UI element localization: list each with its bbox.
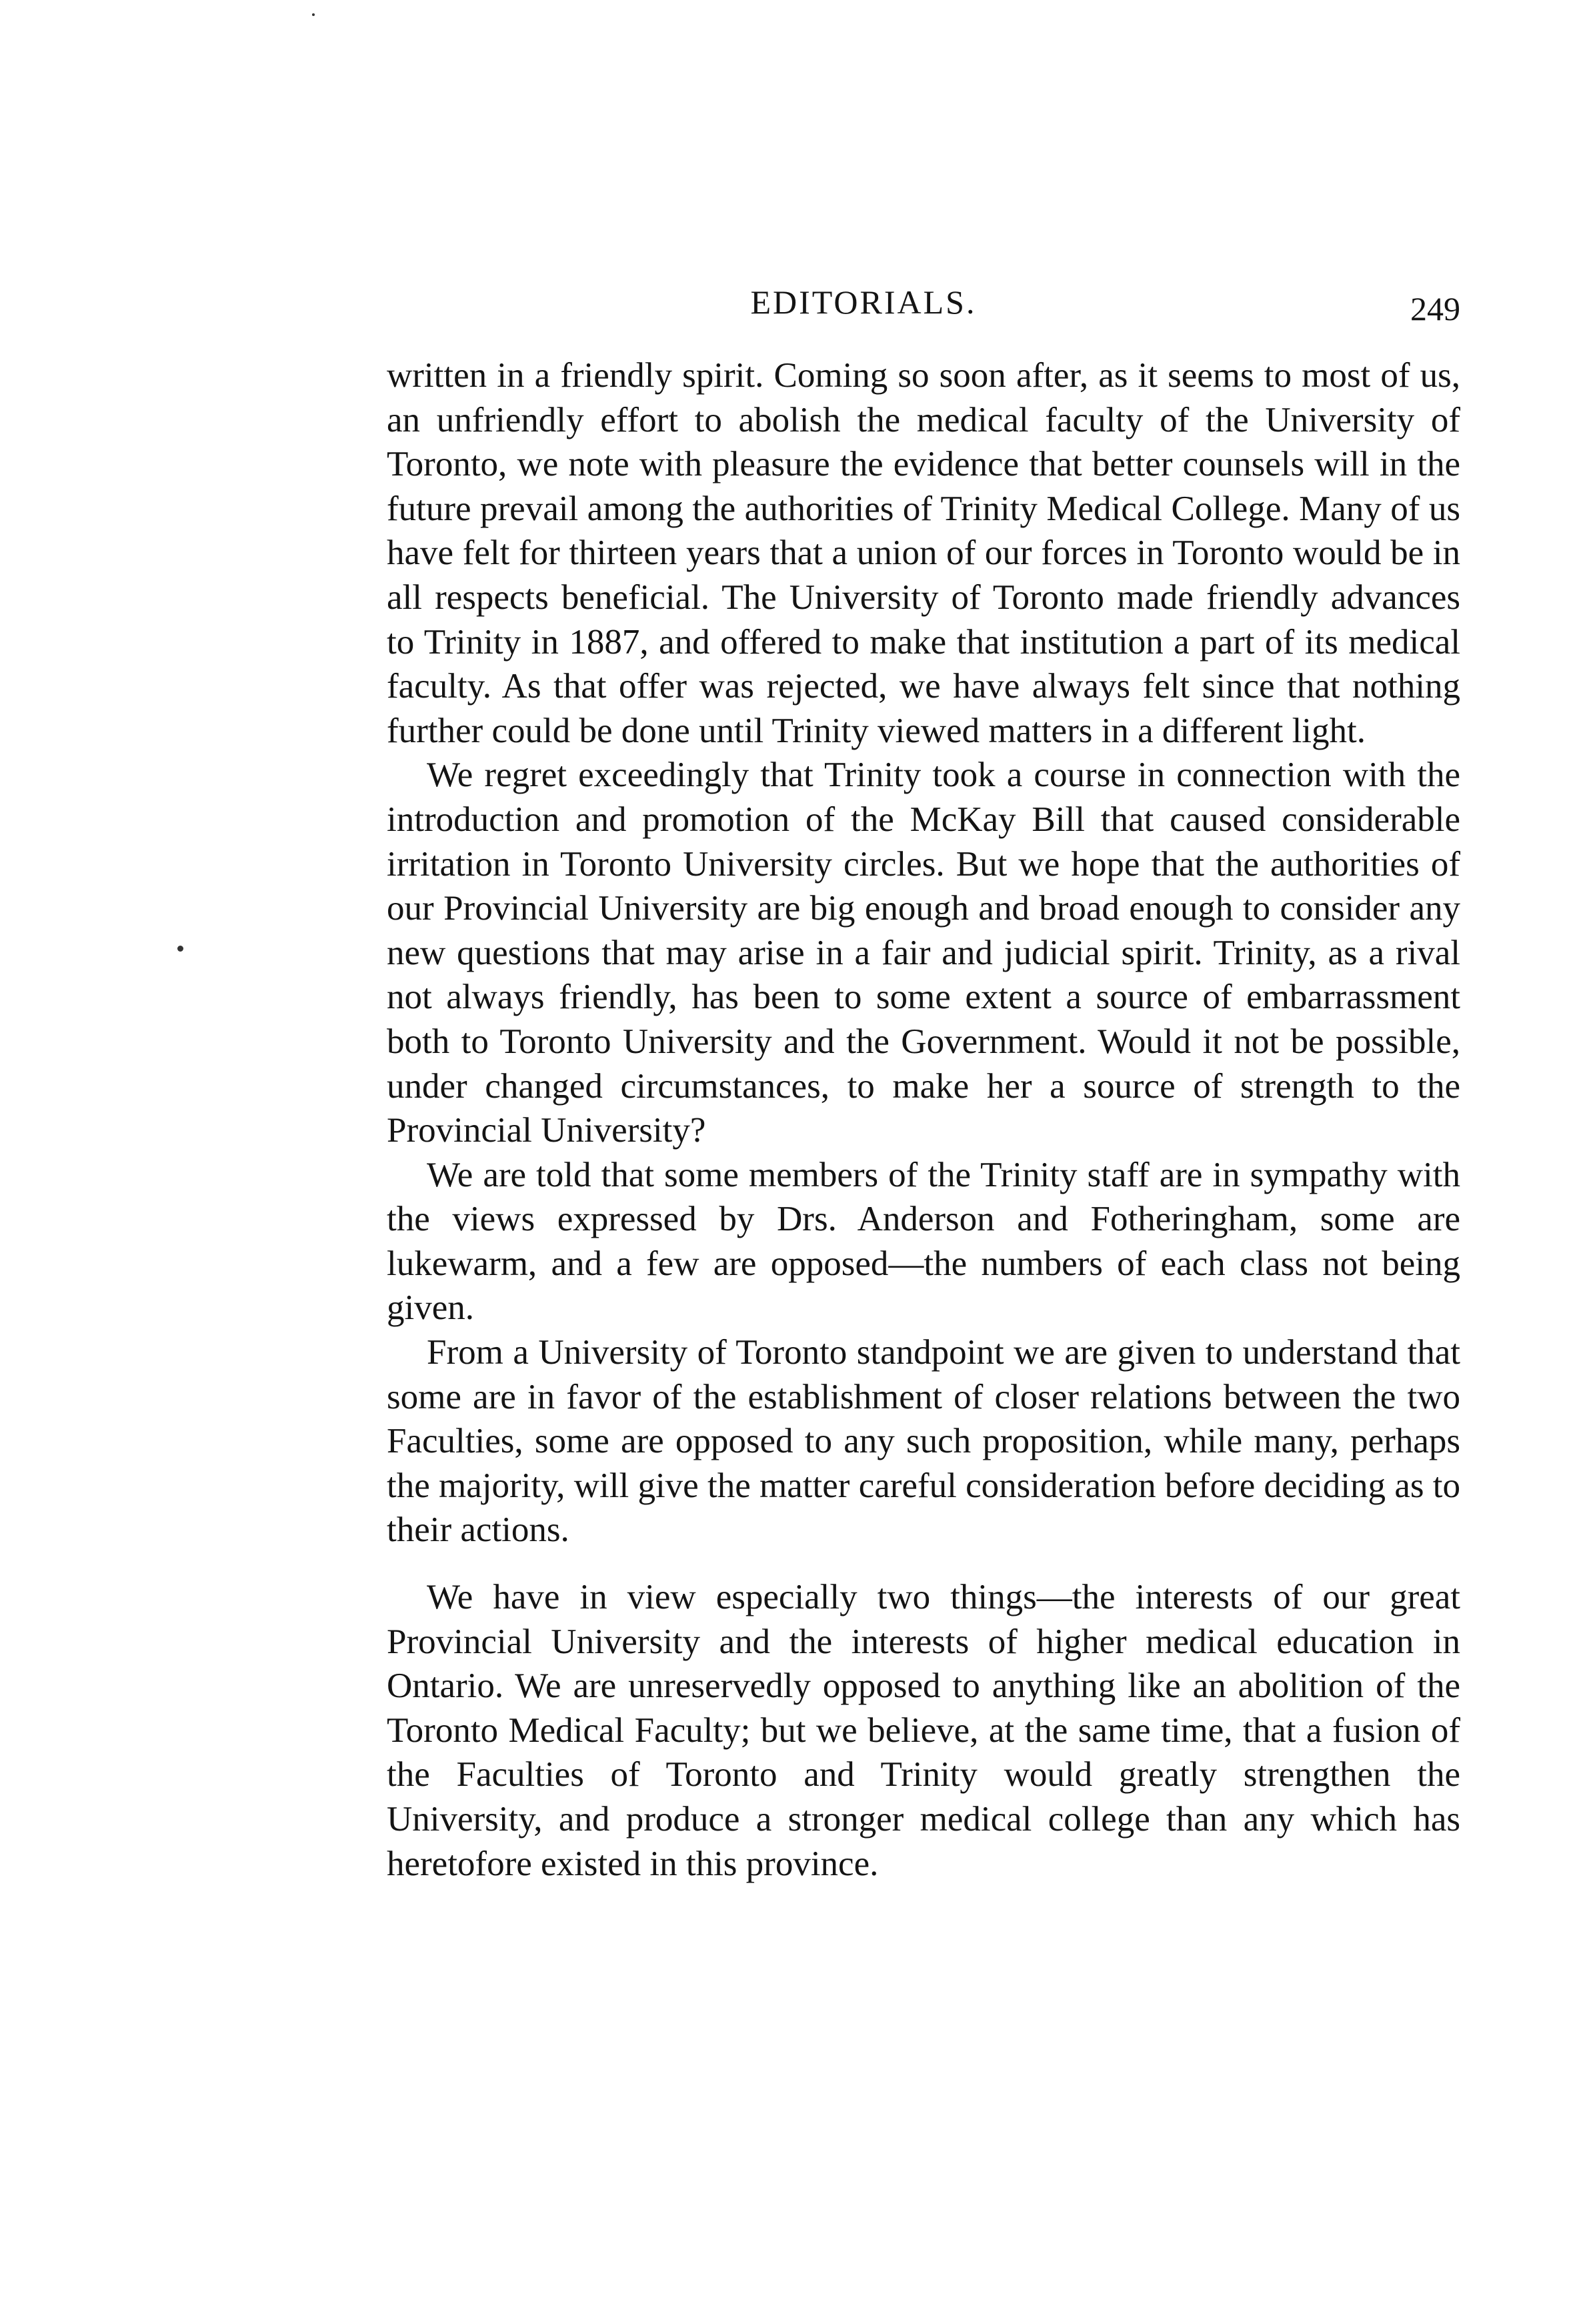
paragraph: We are told that some members of the Trinity staff are in sympathy with the views expressed by Drs. Anderson and Fotheringham, some are lukewarm, and a few are opposed—the numbers of each class not being given.	[387, 1155, 1460, 1328]
paragraph: written in a friendly spirit. Coming so soon after, as it seems to most of us, an unfriendly effort to abolish the medical faculty of the University of Toronto, we note with pleasure the evidence that better counsels will in the future prevail among the authorities of Trinity Medical College. Many of us have felt for thirteen years that a union of our forces in Toronto would be in all respects beneficial. The University of Toronto made friendly advances to Trinity in 1887, and offered to make that institution a part of its medical faculty. As that offer was rejected, we have always felt since that nothing further could be done until Trinity viewed matters in a different light.	[387, 356, 1460, 750]
stray-ink-mark	[312, 13, 315, 16]
page-number: 249	[1410, 290, 1460, 327]
stray-ink-dot	[177, 946, 183, 952]
running-head	[400, 279, 1460, 325]
paragraph: From a University of Toronto standpoint we are given to understand that some are in favor of the establishment of closer relations between the two Faculties, some are opposed to any such proposition, while many, perhaps the majority, will give the matter careful consideration before deciding as to their actions.	[387, 1333, 1460, 1550]
running-title: EDITORIALS.	[750, 283, 977, 321]
paragraph: We have in view especially two things—the interests of our great Provincial University and the interests of higher medical education in Ontario. We are unreservedly opposed to anything like an abolition of the Toronto Medical Faculty; but we believe, at the same time, that a fusion of the Faculties of Toronto and Trinity would greatly strengthen the University, and produce a stronger medical college than any which has heretofore existed in this province.	[387, 1578, 1460, 1883]
editorial-body	[387, 353, 1460, 1886]
paragraph: We regret exceedingly that Trinity took a course in connection with the introduction and promotion of the McKay Bill that caused considerable irritation in Toronto University circles. But we hope that the authorities of our Provincial University are big enough and broad enough to consider any new questions that may arise in a fair and judicial spirit. Trinity, as a rival not always friendly, has been to some extent a source of embarrassment both to Toronto University and the Government. Would it not be possible, under changed circumstances, to make her a source of strength to the Provincial University?	[387, 756, 1460, 1150]
